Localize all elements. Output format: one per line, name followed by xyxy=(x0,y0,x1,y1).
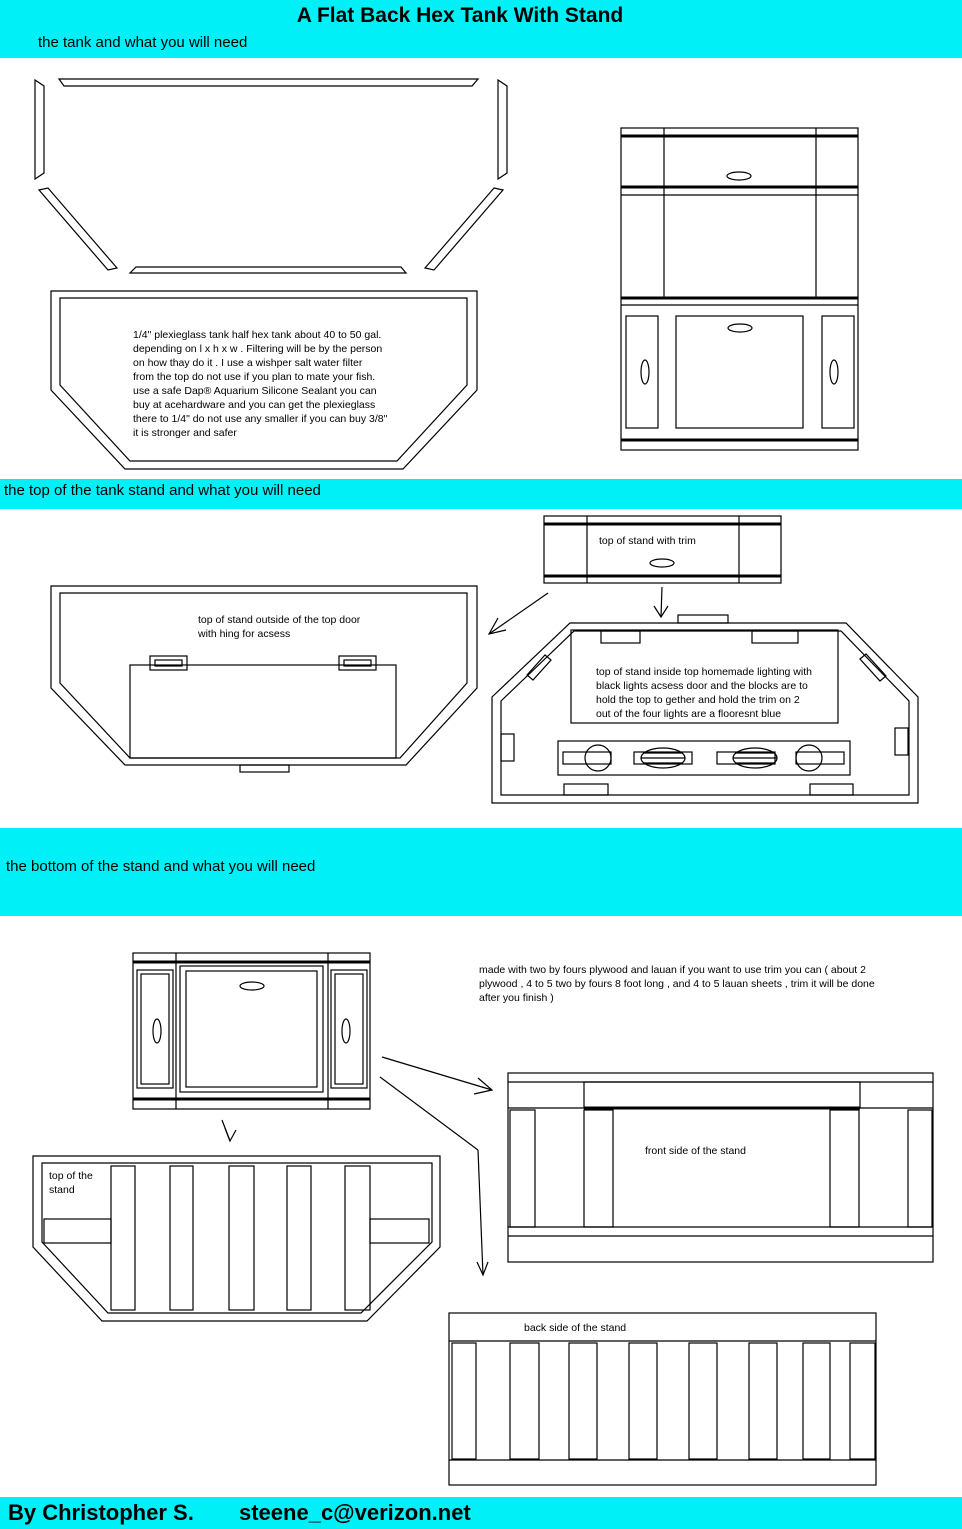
trim-label: top of stand with trim xyxy=(599,535,696,547)
front-side-label: front side of the stand xyxy=(645,1145,746,1157)
page-title: A Flat Back Hex Tank With Stand xyxy=(296,4,624,27)
arrows-section2 xyxy=(489,587,668,634)
cabinet-front xyxy=(621,128,858,450)
bottom-cabinet xyxy=(133,953,370,1109)
stand-back-side xyxy=(449,1313,876,1485)
top-with-trim xyxy=(544,516,781,583)
footer-author: By Christopher S. xyxy=(8,1500,194,1525)
materials-note: made with two by fours plywood and lauan if you want to use trim you can ( about 2 plywood , 4 to 5 two by fours 8 foot long , and 4 to 5 lauan sheets , trim it will be done after you finish ) xyxy=(479,964,875,1004)
tank-panels xyxy=(35,79,507,273)
stand-bottom-frame xyxy=(33,1156,440,1321)
inside-top-label: top of stand inside top homemade lighting with black lights acsess door and the blocks are to hold the top to gether and hold the trim on 2 out of the four lights are a flooresnt blue xyxy=(596,666,812,720)
stand-front-side xyxy=(508,1073,933,1262)
footer-email[interactable]: steene_c@verizon.net xyxy=(239,1500,471,1525)
section1-heading: the tank and what you will need xyxy=(38,34,248,51)
outside-top-label: top of stand outside of the top door with hing for acsess xyxy=(198,614,361,640)
back-side-label: back side of the stand xyxy=(524,1322,627,1334)
section2-heading: the top of the tank stand and what you will need xyxy=(4,482,321,499)
section3-heading: the bottom of the stand and what you will need xyxy=(6,858,316,875)
stand-top-label: top of the stand xyxy=(49,1170,93,1196)
tank-note: 1/4" plexieglass tank half hex tank about 40 to 50 gal. depending on l x h x w . Filtering will be by the person on how thay do it . I use a wishper salt water filter from the top do not use if you plan to mate your fish. use a safe Dap® Aquarium Silicone Sealant you can buy at acehardware and you can get the plexieglass there to 1/4" do not use any smaller if you can buy 3/8" it is stronger and safer xyxy=(133,329,388,439)
